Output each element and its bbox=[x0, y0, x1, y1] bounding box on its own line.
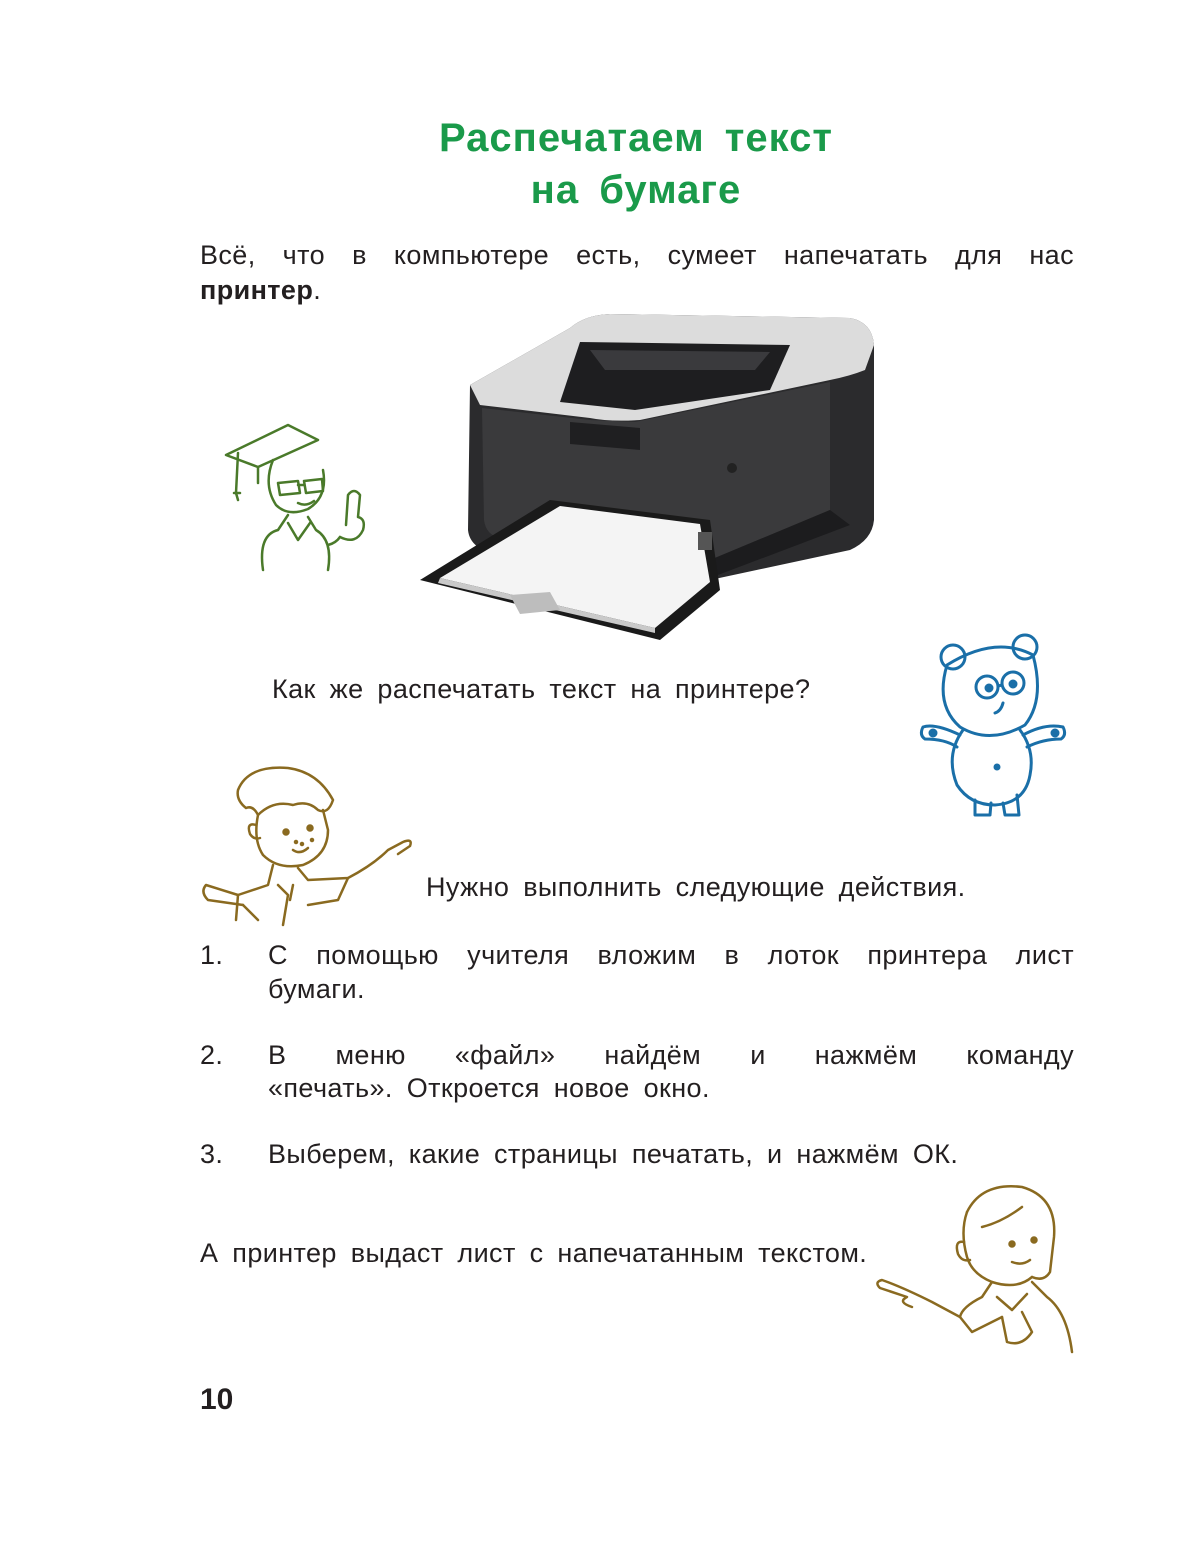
step-1-line-1: С помощью учителя вложим в лоток принтера лист bbox=[268, 940, 1074, 970]
page-number: 10 bbox=[200, 1383, 234, 1416]
closing-text: А принтер выдаст лист с напечатанным текстом. bbox=[200, 1238, 868, 1268]
boy-pointing-icon bbox=[872, 1182, 1077, 1362]
boy-gesturing-icon bbox=[198, 760, 418, 930]
intro-bold-word: принтер bbox=[200, 275, 314, 305]
step-2-line-1: В меню «файл» найдём и нажмём команду bbox=[268, 1040, 1074, 1070]
title-line-1: Распечатаем текст bbox=[439, 116, 833, 160]
page-title bbox=[0, 112, 1200, 216]
bear-with-glasses-icon bbox=[915, 635, 1080, 820]
question-text: Как же распечатать текст на принтере? bbox=[272, 674, 811, 704]
intro-end-punct: . bbox=[313, 275, 322, 305]
step-1-number: 1. bbox=[200, 940, 224, 970]
step-2-number: 2. bbox=[200, 1040, 224, 1070]
printer-photo bbox=[410, 310, 880, 645]
step-3-line-1: Выберем, какие страницы печатать, и нажмём ОК. bbox=[268, 1139, 959, 1169]
intro-text-line-1: Всё, что в компьютере есть, сумеет напечатать для нас bbox=[200, 240, 1074, 270]
step-3-number: 3. bbox=[200, 1139, 224, 1169]
boy-with-graduation-cap-icon bbox=[218, 405, 378, 575]
answer-text: Нужно выполнить следующие действия. bbox=[426, 872, 966, 902]
step-1-line-2: бумаги. bbox=[268, 974, 365, 1004]
title-line-2: на бумаге bbox=[530, 168, 742, 212]
intro-text-line-2 bbox=[200, 273, 321, 307]
step-2-line-2: «печать». Откроется новое окно. bbox=[268, 1073, 710, 1103]
